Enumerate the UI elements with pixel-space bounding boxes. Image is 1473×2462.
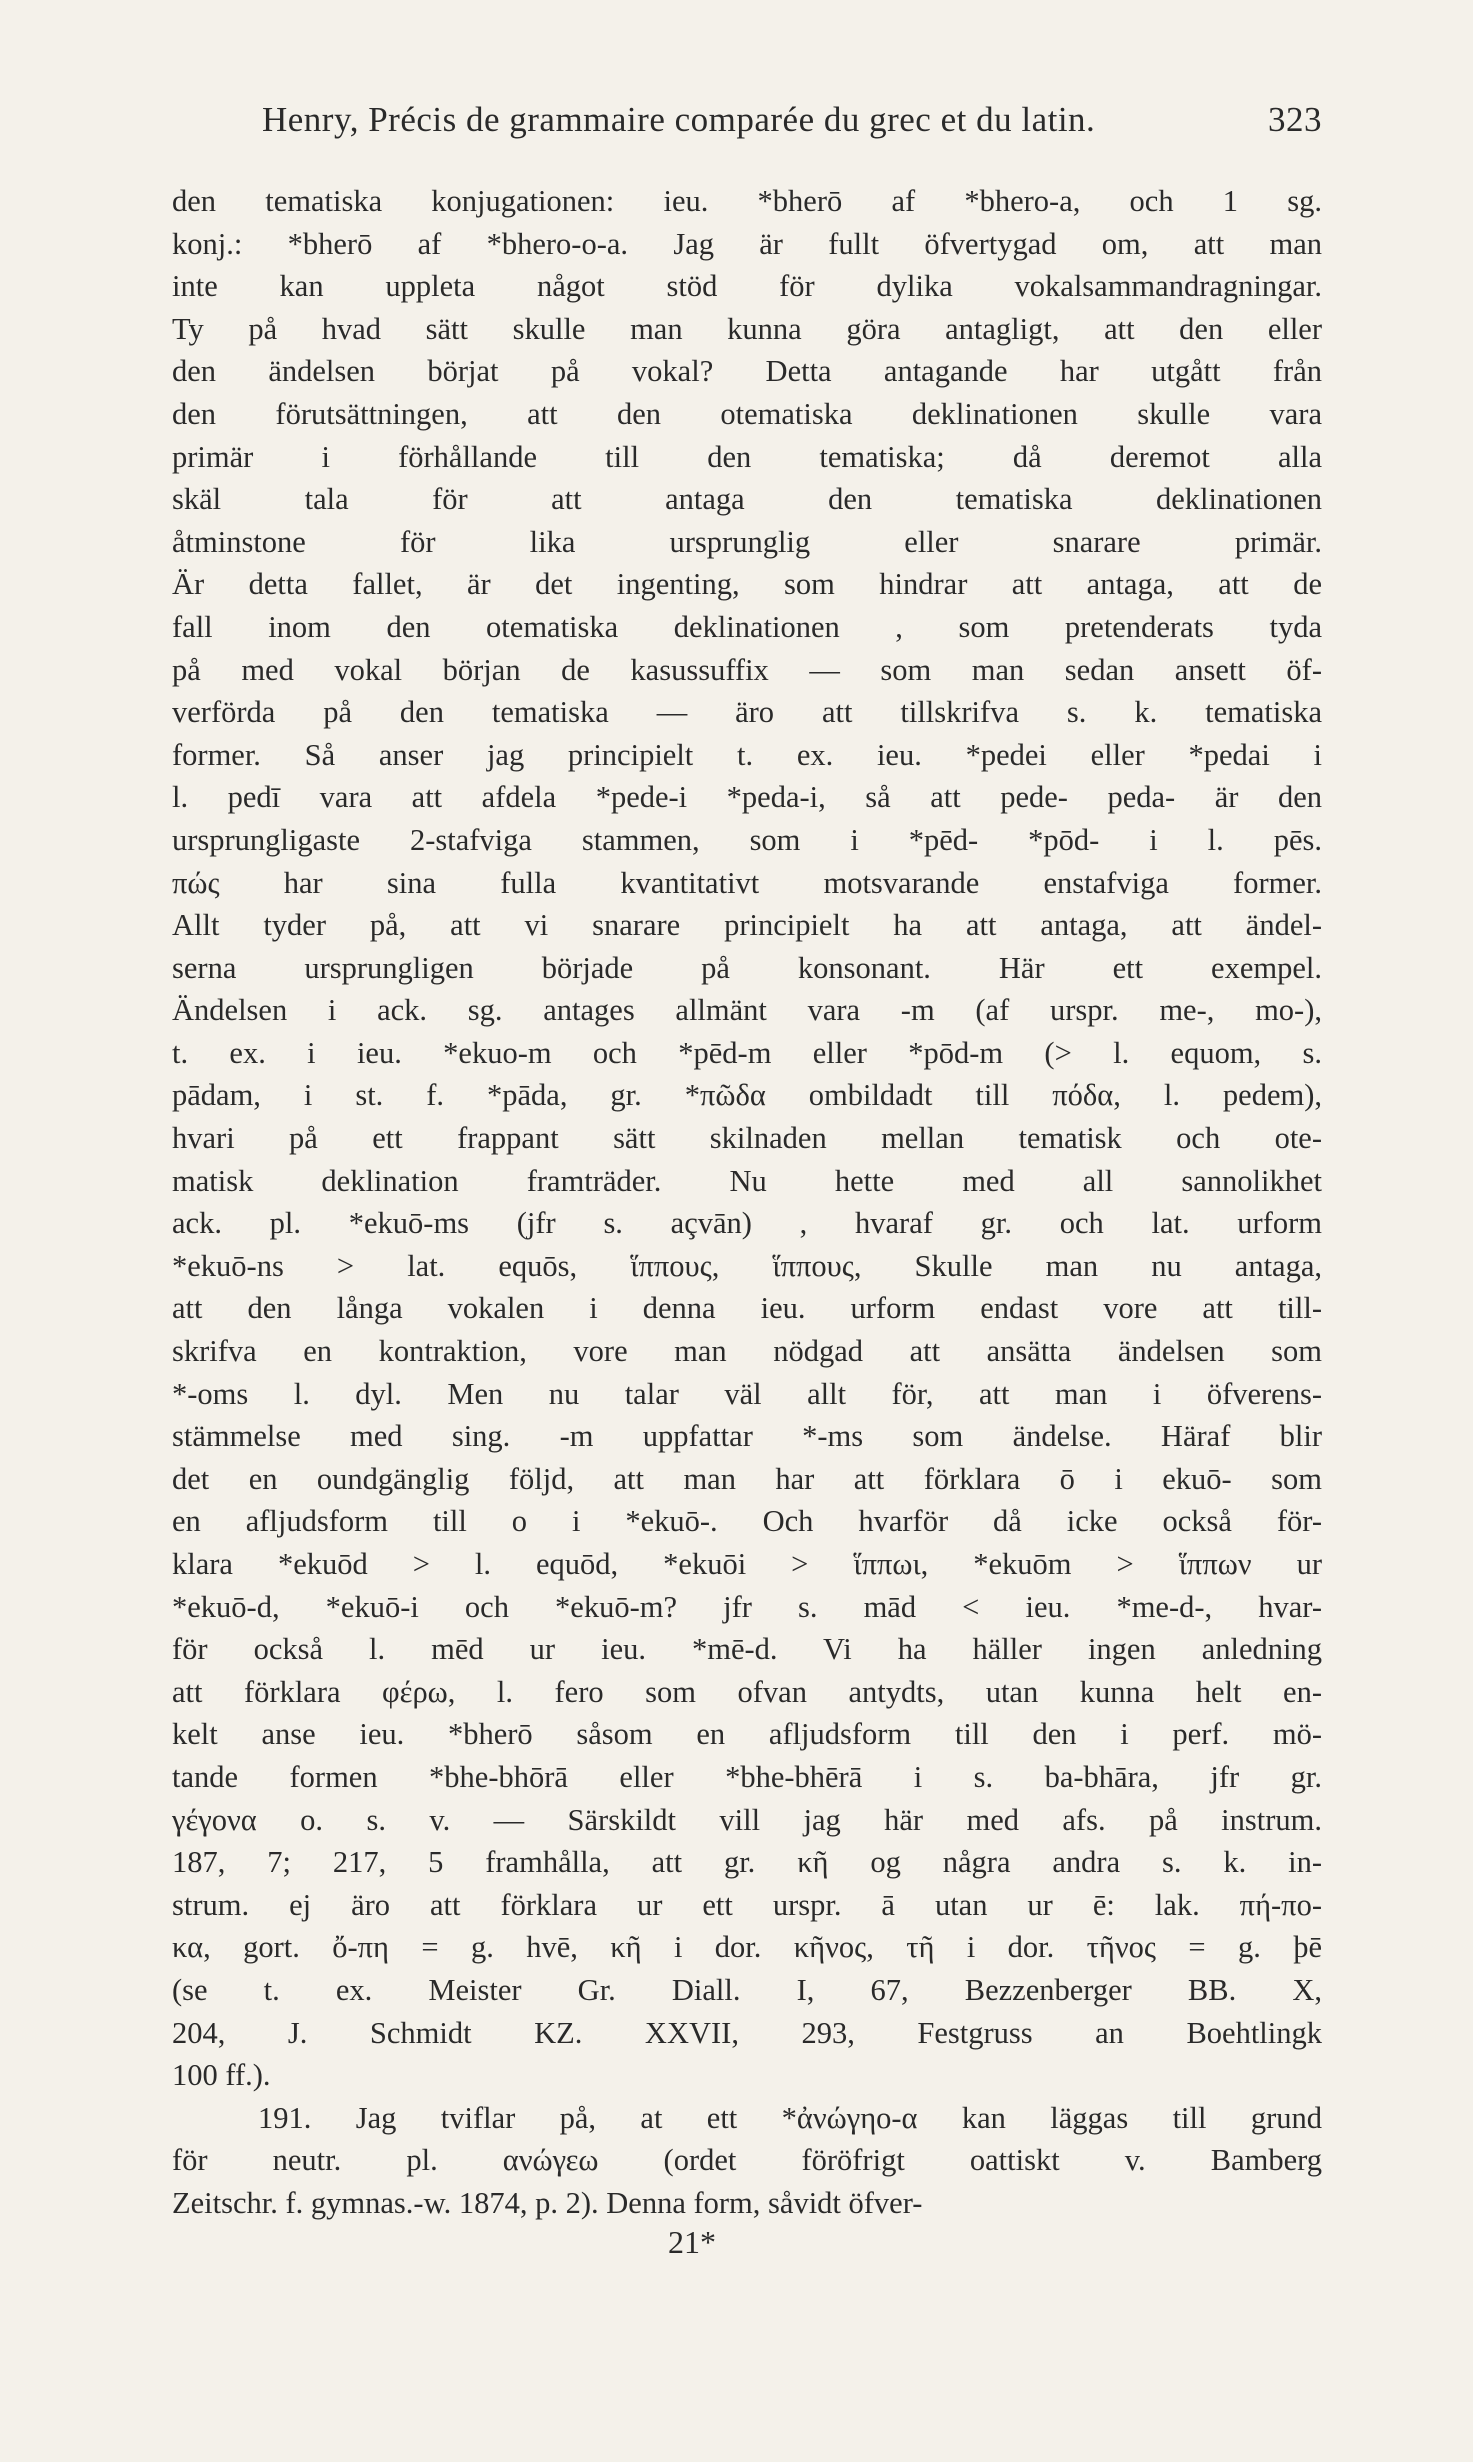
text-line: den tematiska konjugationen: ieu. *bherō af *bhero-a, och 1 sg. (172, 184, 1322, 218)
text-line: t. ex. i ieu. *ekuo-m och *pēd-m eller *pōd-m (> l. equom, s. (172, 1035, 1322, 1070)
text-line: att den långa vokalen i denna ieu. urform endast vore att till- (172, 1291, 1322, 1326)
running-header (262, 100, 1322, 140)
text-line: Allt tyder på, att vi snarare principielt ha att antaga, att ändel- (172, 908, 1322, 943)
text-line: för neutr. pl. ανώγεω (ordet föröfrigt oattiskt v. Bamberg (172, 2143, 1322, 2178)
text-line: en afljudsform till o i *ekuō-. Och hvarför då icke också för- (172, 1504, 1322, 1539)
page-number: 323 (1268, 100, 1322, 139)
text-line: ack. pl. *ekuō-ms (jfr s. açvān) , hvaraf gr. och lat. urform (172, 1206, 1322, 1241)
text-line: på med vokal början de kasussuffix — som man sedan ansett öf- (172, 652, 1322, 687)
text-line: strum. ej äro att förklara ur ett urspr. ā utan ur ē: lak. πή-πο- (172, 1887, 1322, 1922)
text-line: fall inom den otematiska deklinationen , som pretenderats tyda (172, 609, 1322, 644)
text-line: skrifva en kontraktion, vore man nödgad att ansätta ändelsen som (172, 1334, 1322, 1369)
text-line: serna ursprungligen började på konsonant. Här ett exempel. (172, 950, 1322, 985)
text-line: det en oundgänglig följd, att man har att förklara ō i ekuō- som (172, 1461, 1322, 1496)
text-line: inte kan uppleta något stöd för dylika vokalsammandragningar. (172, 269, 1322, 304)
text-line: former. Så anser jag principielt t. ex. ieu. *pedei eller *pedai i (172, 737, 1322, 772)
text-line: hvari på ett frappant sätt skilnaden mellan tematisk och ote- (172, 1121, 1322, 1156)
text-line: 204, J. Schmidt KZ. XXVII, 293, Festgruss an Boehtlingk (172, 2015, 1322, 2050)
text-line: 187, 7; 217, 5 framhålla, att gr. κῆ og några andra s. k. in- (172, 1845, 1322, 1880)
text-line: verförda på den tematiska — äro att tillskrifva s. k. tematiska (172, 695, 1322, 730)
text-line: klara *ekuōd > l. equōd, *ekuōi > ἵππωι, *ekuōm > ἵππων ur (172, 1547, 1322, 1581)
text-line: matisk deklination framträder. Nu hette med all sannolikhet (172, 1163, 1322, 1198)
running-title: Henry, Précis de grammaire comparée du grec et du latin. (262, 100, 1096, 139)
text-line: att förklara φέρω, l. fero som ofvan antydts, utan kunna helt en- (172, 1674, 1322, 1709)
text-line: konj.: *bherō af *bhero-o-a. Jag är fullt öfvertygad om, att man (172, 226, 1322, 261)
text-line: primär i förhållande till den tematiska; då deremot alla (172, 439, 1322, 474)
text-line: *ekuō-ns > lat. equōs, ἵππους, ἵππους, Skulle man nu antaga, (172, 1248, 1322, 1283)
text-line: stämmelse med sing. -m uppfattar *-ms som ändelse. Häraf blir (172, 1419, 1322, 1454)
text-line: κα, gort. ὄ-πη = g. hvē, κῆ i dor. κῆνος, τῆ i dor. τῆνος = g. þē (172, 1930, 1322, 1965)
text-line: (se t. ex. Meister Gr. Diall. I, 67, Bezzenberger BB. X, (172, 1972, 1322, 2007)
text-line: skäl tala för att antaga den tematiska deklinationen (172, 482, 1322, 517)
text-line: 191. Jag tviflar på, at ett *ἀνώγηο-α kan läggas till grund (258, 2100, 1322, 2135)
text-line: pādam, i st. f. *pāda, gr. *πῶδα ombildadt till πόδα, l. pedem), (172, 1078, 1322, 1113)
signature-mark: 21* (668, 2224, 716, 2260)
text-line: åtminstone för lika ursprunglig eller snarare primär. (172, 524, 1322, 559)
text-line: kelt anse ieu. *bherō såsom en afljudsform till den i perf. mö- (172, 1717, 1322, 1752)
text-line: Är detta fallet, är det ingenting, som hindrar att antaga, att de (172, 567, 1322, 602)
text-line: *-oms l. dyl. Men nu talar väl allt för, att man i öfverens- (172, 1376, 1322, 1411)
text-line: ursprungligaste 2-stafviga stammen, som i *pēd- *pōd- i l. pēs. (172, 822, 1322, 857)
text-line: Zeitschr. f. gymnas.-w. 1874, p. 2). Denna form, såvidt öfver- (172, 2185, 923, 2220)
text-line: tande formen *bhe-bhōrā eller *bhe-bhērā i s. ba-bhāra, jfr gr. (172, 1759, 1322, 1794)
text-line: πώς har sina fulla kvantitativt motsvarande enstafviga former. (172, 865, 1322, 900)
text-line: γέγονα o. s. v. — Särskildt vill jag här med afs. på instrum. (172, 1802, 1322, 1837)
text-line: Ty på hvad sätt skulle man kunna göra antagligt, att den eller (172, 311, 1322, 346)
body-text (172, 180, 1322, 2225)
text-line: för också l. mēd ur ieu. *mē-d. Vi ha häller ingen anledning (172, 1632, 1322, 1667)
text-line: den förutsättningen, att den otematiska deklinationen skulle vara (172, 396, 1322, 431)
text-line: Ändelsen i ack. sg. antages allmänt vara -m (af urspr. me-, mo-), (172, 993, 1322, 1028)
text-line: l. pedī vara att afdela *pede-i *peda-i, så att pede- peda- är den (172, 780, 1322, 815)
text-line: *ekuō-d, *ekuō-i och *ekuō-m? jfr s. mād < ieu. *me-d-, hvar- (172, 1589, 1322, 1624)
text-line: 100 ff.). (172, 2058, 271, 2093)
text-line: den ändelsen börjat på vokal? Detta antagande har utgått från (172, 354, 1322, 389)
